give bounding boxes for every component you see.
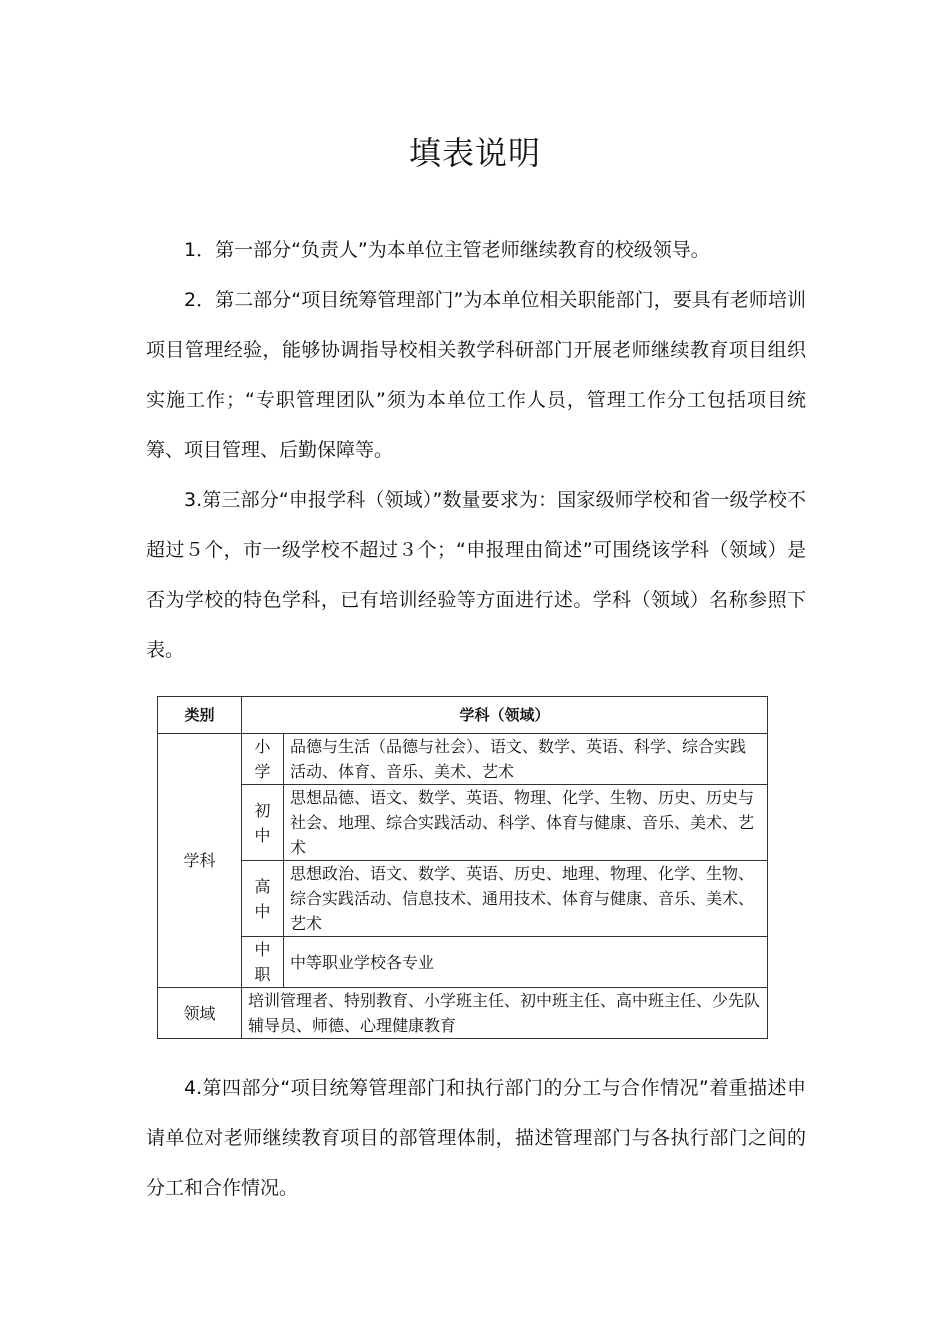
level-senior — [242, 861, 284, 937]
page-title: 填表说明 — [408, 134, 541, 172]
table-row — [158, 937, 768, 988]
category-subject: 学科 — [158, 734, 242, 988]
subjects-vocational: 中等职业学校各专业 — [284, 937, 768, 988]
level-junior — [242, 785, 284, 861]
table-header-row — [158, 697, 768, 734]
table-row — [158, 734, 768, 785]
table-row — [158, 785, 768, 861]
level-vocational — [242, 937, 284, 988]
level-primary — [242, 734, 284, 785]
paragraph-1: 1．第一部分“负责人”为本单位主管老师继续教育的校级领导。 — [184, 239, 710, 261]
category-domain: 领域 — [158, 988, 242, 1039]
table-row — [158, 988, 768, 1039]
level-char: 小 — [254, 737, 271, 756]
level-char: 中 — [254, 825, 271, 845]
level-char: 初 — [254, 800, 271, 820]
header-category: 类别 — [158, 697, 242, 734]
table-row — [158, 861, 768, 937]
level-char: 学 — [254, 762, 271, 781]
level-char: 职 — [254, 965, 271, 984]
subject-reference-table — [157, 696, 768, 1039]
paragraph-2: 2．第二部分“项目统筹管理部门”为本单位相关职能部门，要具有老师培训项目管理经验，能够协调指导校相关教学科研部门开展老师继续教育项目组织实施工作；“专职管理团队”须为本单位工作人员，管理工作分工包括项目统筹、项目管理、后勤保障等。 — [146, 289, 806, 461]
level-char: 中 — [254, 940, 271, 959]
subjects-senior: 思想政治、语文、数学、英语、历史、地理、物理、化学、生物、综合实践活动、信息技术、通用技术、体育与健康、音乐、美术、艺术 — [284, 861, 768, 937]
header-subject: 学科（领域） — [242, 697, 768, 734]
subjects-domain: 培训管理者、特别教育、小学班主任、初中班主任、高中班主任、少先队辅导员、师德、心理健康教育 — [242, 988, 768, 1039]
paragraph-4: 4.第四部分“项目统筹管理部门和执行部门的分工与合作情况”着重描述申请单位对老师继续教育项目的部管理体制，描述管理部门与各执行部门之间的分工和合作情况。 — [146, 1077, 806, 1199]
level-char: 高 — [254, 876, 271, 896]
paragraph-3: 3.第三部分“申报学科（领域）”数量要求为：国家级师学校和省一级学校不超过５个，市一级学校不超过３个；“申报理由简述”可围绕该学科（领域）是否为学校的特色学科，已有培训经验等方面进行述。学科（领域）名称参照下表。 — [146, 489, 806, 661]
subjects-junior: 思想品德、语文、数学、英语、物理、化学、生物、历史、历史与社会、地理、综合实践活动、科学、体育与健康、音乐、美术、艺术 — [284, 785, 768, 861]
subjects-primary: 品德与生活（品德与社会）、语文、数学、英语、科学、综合实践活动、体育、音乐、美术、艺术 — [284, 734, 768, 785]
level-char: 中 — [254, 901, 271, 921]
